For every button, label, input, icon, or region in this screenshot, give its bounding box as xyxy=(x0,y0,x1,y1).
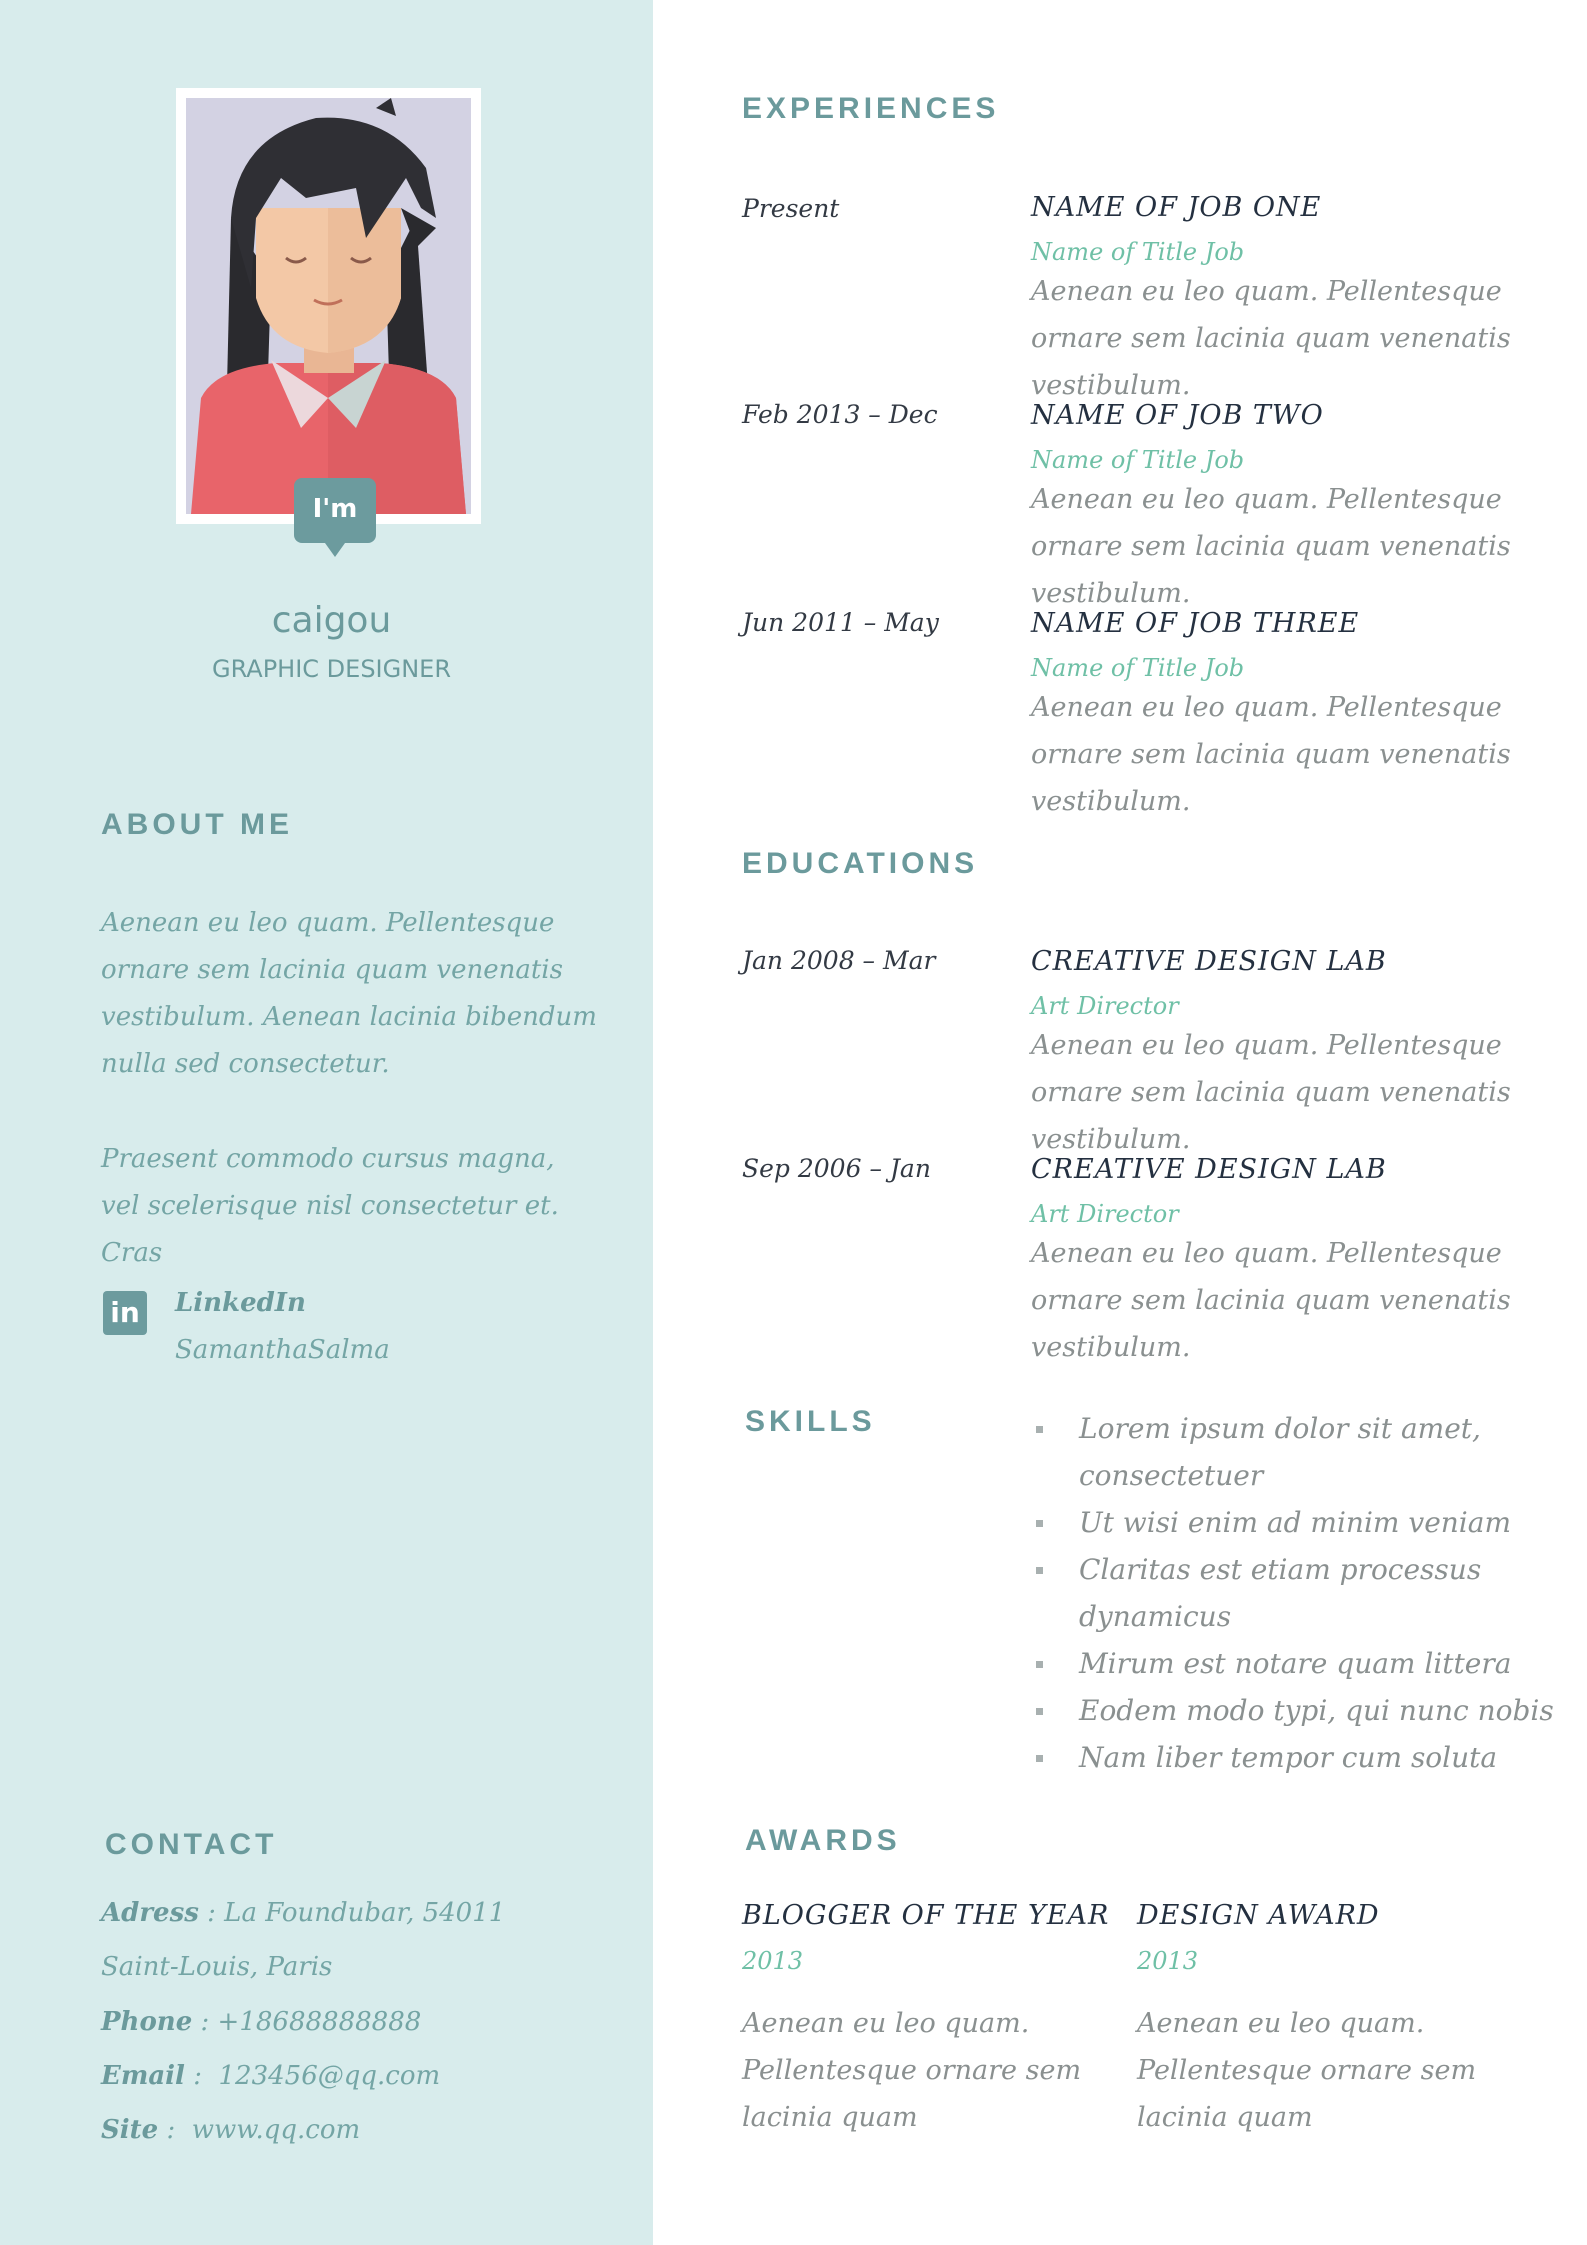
education-title: CREATIVE DESIGN LAB xyxy=(1031,1154,1387,1185)
award-title: DESIGN AWARD xyxy=(1137,1900,1380,1931)
profile-role: GRAPHIC DESIGNER xyxy=(211,655,452,683)
contact-address: Adress : La Foundubar, 54011 xyxy=(101,1898,506,1928)
experience-subtitle: Name of Title Job xyxy=(1031,238,1245,266)
education-subtitle: Art Director xyxy=(1031,992,1179,1020)
awards-title: AWARDS xyxy=(745,1824,901,1857)
avatar-illustration xyxy=(186,98,471,514)
contact-title: CONTACT xyxy=(105,1828,278,1861)
experience-description: Aenean eu leo quam. Pellentesque ornare sem lacinia quam venenatis vestibulum. xyxy=(1031,276,1511,401)
experience-title: NAME OF JOB THREE xyxy=(1031,608,1360,639)
avatar xyxy=(186,98,471,514)
linkedin-label: LinkedIn xyxy=(175,1288,306,1318)
skill-item: Claritas est etiam processus dynamicus xyxy=(1031,1546,1561,1640)
award-year: 2013 xyxy=(1137,1947,1199,1975)
award-year: 2013 xyxy=(742,1947,804,1975)
email-value[interactable]: 123456@qq.com xyxy=(218,2061,441,2091)
site-value[interactable]: www.qq.com xyxy=(191,2115,361,2145)
experience-description: Aenean eu leo quam. Pellentesque ornare sem lacinia quam venenatis vestibulum. xyxy=(1031,484,1511,609)
address-line-2: Saint-Louis, Paris xyxy=(101,1952,333,1982)
skill-item: Lorem ipsum dolor sit amet, consectetuer xyxy=(1031,1405,1561,1499)
education-description: Aenean eu leo quam. Pellentesque ornare sem lacinia quam venenatis vestibulum. xyxy=(1031,1238,1511,1363)
skills-title: SKILLS xyxy=(745,1405,876,1438)
about-title: ABOUT ME xyxy=(101,808,293,841)
linkedin-icon[interactable]: in xyxy=(103,1291,147,1335)
im-badge: I'm xyxy=(294,478,376,543)
phone-label: Phone xyxy=(101,2007,193,2037)
address-line-1: La Foundubar, 54011 xyxy=(224,1898,506,1928)
experience-date: Jun 2011 – May xyxy=(742,608,939,637)
profile-name: caigou xyxy=(271,600,392,641)
profile-photo-frame xyxy=(176,88,481,524)
skill-item: Nam liber tempor cum soluta xyxy=(1031,1734,1561,1781)
about-paragraph-2: Praesent commodo cursus magna, vel scelerisque nisl consectetur et. Cras xyxy=(101,1144,559,1268)
skill-item: Eodem modo typi, qui nunc nobis xyxy=(1031,1687,1561,1734)
about-paragraph-1: Aenean eu leo quam. Pellentesque ornare sem lacinia quam venenatis vestibulum. Aenean lacinia bibendum nulla sed consectetur. xyxy=(101,908,597,1079)
education-date: Sep 2006 – Jan xyxy=(742,1154,931,1183)
award-description: Aenean eu leo quam. Pellentesque ornare sem lacinia quam xyxy=(742,2008,1082,2133)
experience-title: NAME OF JOB TWO xyxy=(1031,400,1324,431)
education-description: Aenean eu leo quam. Pellentesque ornare sem lacinia quam venenatis vestibulum. xyxy=(1031,1030,1511,1155)
experience-title: NAME OF JOB ONE xyxy=(1031,192,1322,223)
education-date: Jan 2008 – Mar xyxy=(742,946,936,975)
phone-value[interactable]: +18688888888 xyxy=(217,2007,422,2037)
award-description: Aenean eu leo quam. Pellentesque ornare sem lacinia quam xyxy=(1137,2008,1477,2133)
address-label: Adress xyxy=(101,1898,199,1928)
experience-description: Aenean eu leo quam. Pellentesque ornare sem lacinia quam venenatis vestibulum. xyxy=(1031,692,1511,817)
educations-title: EDUCATIONS xyxy=(742,847,979,880)
experience-date: Present xyxy=(742,194,840,223)
skills-list xyxy=(1031,1405,1561,1781)
education-title: CREATIVE DESIGN LAB xyxy=(1031,946,1387,977)
contact-phone: Phone : +18688888888 xyxy=(101,2007,422,2037)
linkedin-value[interactable]: SamanthaSalma xyxy=(175,1335,390,1365)
contact-email: Email : 123456@qq.com xyxy=(101,2061,441,2091)
experience-subtitle: Name of Title Job xyxy=(1031,446,1245,474)
skill-item: Ut wisi enim ad minim veniam xyxy=(1031,1499,1561,1546)
experiences-title: EXPERIENCES xyxy=(742,92,1000,125)
skill-item: Mirum est notare quam littera xyxy=(1031,1640,1561,1687)
experience-date: Feb 2013 – Dec xyxy=(742,400,938,429)
experience-subtitle: Name of Title Job xyxy=(1031,654,1245,682)
site-label: Site xyxy=(101,2115,159,2145)
contact-site: Site : www.qq.com xyxy=(101,2115,361,2145)
award-title: BLOGGER OF THE YEAR xyxy=(742,1900,1110,1931)
email-label: Email xyxy=(101,2061,185,2091)
education-subtitle: Art Director xyxy=(1031,1200,1179,1228)
